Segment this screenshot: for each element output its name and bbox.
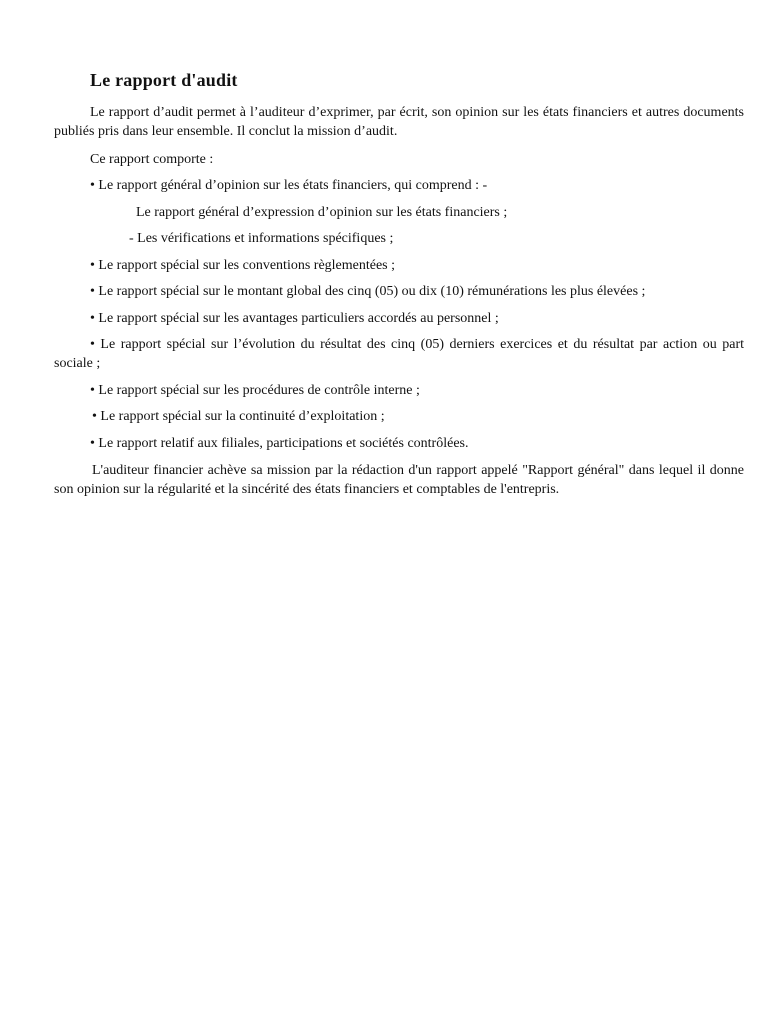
list-subitem: Le rapport général d’expression d’opinion sur les états financiers ; <box>136 205 508 220</box>
conclusion-paragraph: L'auditeur financier achève sa mission par la rédaction d'un rapport appelé "Rapport général" dans lequel il donne son opinion sur la régularité et la sincérité des états financiers et comptables de l'entrepris. <box>54 463 744 497</box>
list-item: • Le rapport spécial sur les procédures de contrôle interne ; <box>90 383 420 398</box>
list-item: • Le rapport relatif aux filiales, participations et sociétés contrôlées. <box>90 436 469 451</box>
comporte-line: Ce rapport comporte : <box>90 152 214 167</box>
list-item: • Le rapport spécial sur la continuité d’exploitation ; <box>92 409 385 424</box>
intro-paragraph: Le rapport d’audit permet à l’auditeur d’exprimer, par écrit, son opinion sur les états financiers et autres documents publiés pris dans leur ensemble. Il conclut la mission d’audit. <box>54 105 744 139</box>
list-item: • Le rapport spécial sur le montant global des cinq (05) ou dix (10) rémunérations les plus élevées ; <box>90 284 646 299</box>
list-subitem: - Les vérifications et informations spécifiques ; <box>129 231 394 246</box>
list-item: • Le rapport général d’opinion sur les états financiers, qui comprend : - <box>90 178 488 193</box>
page-title: Le rapport d'audit <box>90 70 238 90</box>
list-item: • Le rapport spécial sur les avantages particuliers accordés au personnel ; <box>90 311 499 326</box>
list-item: • Le rapport spécial sur les conventions règlementées ; <box>90 258 396 273</box>
list-item: • Le rapport spécial sur l’évolution du résultat des cinq (05) derniers exercices et du résultat par action ou part sociale ; <box>54 337 744 371</box>
